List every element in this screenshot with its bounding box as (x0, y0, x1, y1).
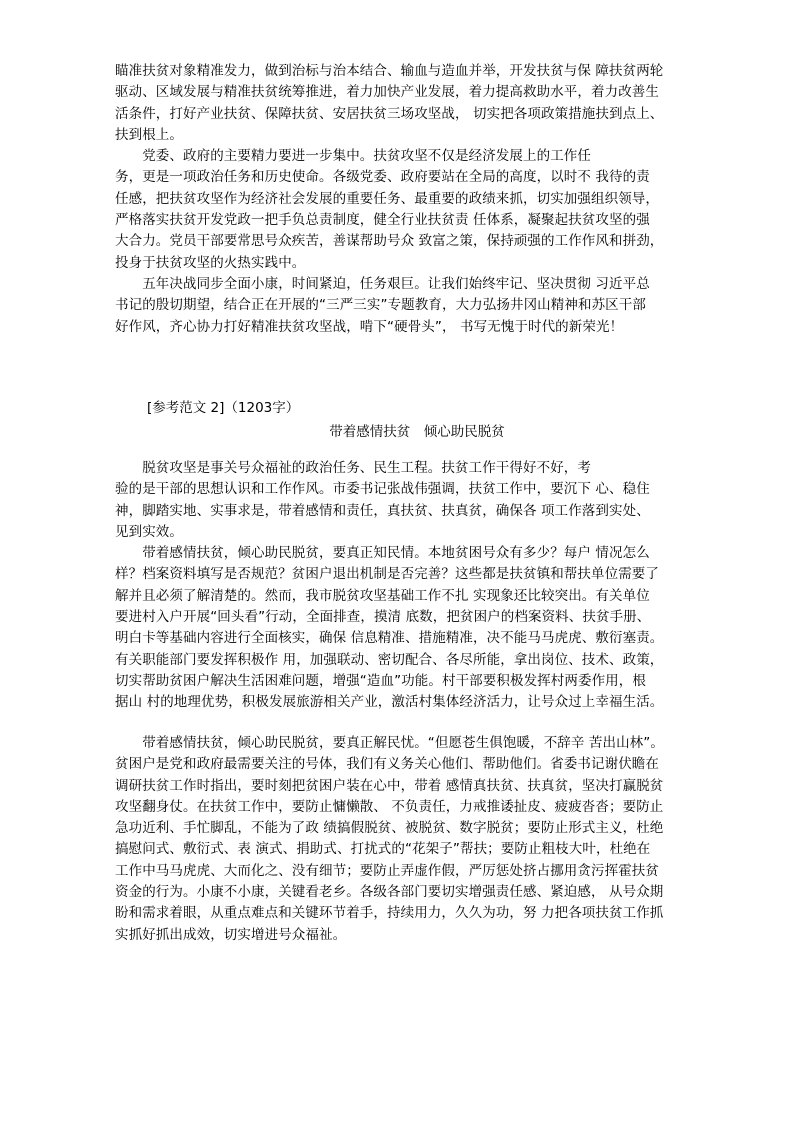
text-line: 攻坚翻身仗。在扶贫工作中，要防止慵懒散、 不负责任，力戒推诿扯皮、疲疲沓沓；要防止 (115, 798, 664, 815)
text-line: 严格落实扶贫开发党政一把手负总责制度，健全行业扶贫责 任体系，凝聚起扶贫攻坚的强 (115, 212, 650, 229)
text-line: 要进村入户开展“回头看”行动，全面排查，摸清 底数，把贫困户的档案资料、扶贫手册、 (115, 609, 651, 626)
text-line: 活条件，打好产业扶贫、保障扶贫、安居扶贫三场攻坚战， 切实把各项政策措施扶到点上、 (115, 105, 664, 122)
paragraph-block-3 (115, 733, 695, 946)
paragraph-block-1 (115, 61, 695, 338)
text-line: 急功近利、手忙脚乱，不能为了政 绩搞假脱贫、被脱贫、数字脱贫；要防止形式主义，杜绝 (115, 820, 664, 837)
text-line: 明白卡等基础内容进行全面核实，确保 信息精准、措施精准，决不能马马虎虎、敷衍塞责。 (115, 630, 664, 647)
text-line: 带着感情扶贫，倾心助民脱贫，要真正解民忧。“但愿苍生俱饱暖，不辞辛 苦出山林”。 (115, 735, 664, 751)
text-line: 带着感情扶贫，倾心助民脱贫，要真正知民情。本地贫困号众有多少？每户 情况怎么 (115, 545, 650, 562)
text-line: 党委、政府的主要精力要进一步集中。扶贫攻坚不仅是经济发展上的工作任 (115, 148, 591, 165)
text-line: 工作中马马虎虎、大而化之、没有细节；要防止弄虚作假，严厉惩处挤占挪用贪污挥霍扶贫 (115, 862, 659, 879)
text-line: 五年决战同步全面小康，时间紧迫，任务艰巨。让我们始终牢记、坚决贯彻 习近平总 (115, 275, 650, 292)
text-line: 资金的行为。小康不小康，关键看老乡。各级各部门要切实增强责任感、紧迫感， 从号众期 (115, 884, 664, 901)
text-line: 验的是干部的思想认识和工作作风。市委书记张战伟强调，扶贫工作中，要沉下 心、稳住 (115, 481, 650, 498)
text-line: 调研扶贫工作时指出，要时刻把贫困户装在心中，带着 感情真扶贫、扶真贫，坚决打赢脱贫 (115, 777, 664, 794)
reference-label: [参考范文 2]（1203字） (147, 400, 300, 416)
text-line: 务，更是一项政治任务和历史使命。各级党委、政府要站在全局的高度，以时不 我待的责 (115, 169, 650, 186)
text-line: 搞慰问式、敷衍式、表 演式、捐助式、打扰式的“花架子”帮扶；要防止粗枝大叶，杜绝在 (115, 841, 651, 858)
text-line: 书记的殷切期望，结合正在开展的“三严三实”专题教育，大力弘扬井冈山精神和苏区干部 (115, 297, 646, 314)
text-line: 任感，把扶贫攻坚作为经济社会发展的重要任务、最重要的政绩来抓，切实加强组织领导， (115, 190, 659, 207)
text-line: 驱动、区域发展与精准扶贫统筹推进，着力加快产业发展，着力提高救助水平，着力改善生 (115, 84, 659, 101)
text-line: 扶到根上。 (115, 126, 183, 143)
text-line: 投身于扶贫攻坚的火热实践中。 (115, 254, 306, 271)
text-line: 切实帮助贫困户解决生活困难问题，增强“造血”功能。村干部要积极发挥村两委作用，根 (115, 672, 646, 689)
text-line: 好作风，齐心协力打好精准扶贫攻坚战，啃下“硬骨头”， 书写无愧于时代的新荣光！ (115, 318, 624, 335)
text-line: 样？档案资料填写是否规范？贫困户退出机制是否完善？这些都是扶贫镇和帮扶单位需要了 (115, 566, 659, 583)
text-line: 实抓好抓出成效，切实增进号众福祉。 (115, 926, 347, 943)
text-line: 据山 村的地理优势，积极发展旅游相关产业，激活村集体经济活力，让号众过上幸福生活。 (115, 694, 664, 711)
text-line: 有关职能部门要发挥积极作 用，加强联动、密切配合、各尽所能，拿出岗位、技术、政策， (115, 651, 664, 668)
text-line: 瞄准扶贫对象精准发力，做到治标与治本结合、输血与造血并举，开发扶贫与保 障扶贫两轮 (115, 63, 664, 79)
text-line: 大合力。党员干部要常思号众疾苦，善谋帮助号众 致富之策，保持顽强的工作作风和拼劲， (115, 233, 664, 250)
text-line: 盼和需求着眼，从重点难点和关键环节着手，持续用力，久久为功，努 力把各项扶贫工作抓 (115, 905, 664, 922)
text-line: 神，脚踏实地、实事求是，带着感情和责任，真扶贫、扶真贫，确保各 项工作落到实处、 (115, 502, 650, 519)
text-line: 解并且必须了解清楚的。然而，我市脱贫攻坚基础工作不扎 实现象还比较突出。有关单位 (115, 587, 650, 604)
paragraph-block-2 (115, 458, 695, 714)
reference-title: 带着感情扶贫 倾心助民脱贫 (329, 424, 505, 440)
text-line: 脱贫攻坚是事关号众福祉的政治任务、民生工程。扶贫工作干得好不好，考 (115, 460, 591, 476)
text-line: 见到实效。 (115, 523, 183, 540)
text-line: 贫困户是党和政府最需要关注的号体，我们有义务关心他们、帮助他们。省委书记谢伏瞻在 (115, 756, 659, 773)
